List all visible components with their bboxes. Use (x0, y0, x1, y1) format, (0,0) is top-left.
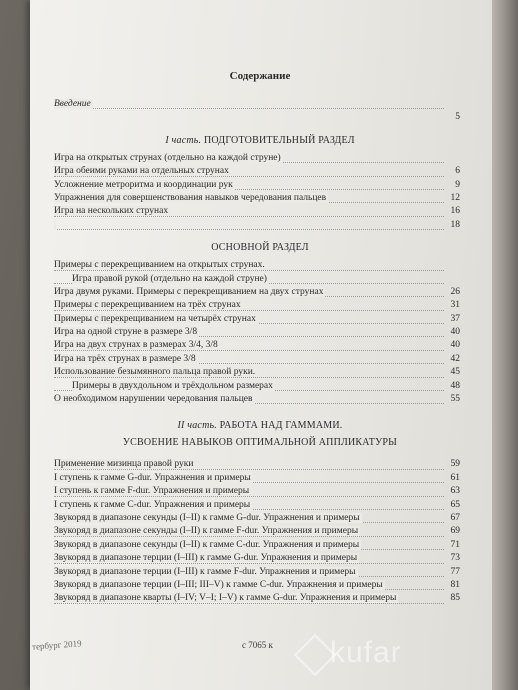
toc-entry (54, 313, 466, 326)
page-title: Содержание (229, 70, 291, 82)
toc-entry-page: 40 (450, 327, 460, 338)
page-edge (492, 0, 518, 690)
toc-entry-text: Звукоряд в диапазоне секунды (I–II) к гамме F-dur. Упражнения и примеры (54, 526, 359, 537)
toc-entry-page: 40 (450, 340, 460, 351)
toc-entry (54, 499, 466, 512)
toc-entry-page: 18 (450, 219, 460, 230)
toc-entry (54, 179, 466, 192)
toc-entry (54, 326, 466, 339)
toc-entry (54, 353, 466, 366)
toc-entry (54, 219, 466, 232)
toc-entry (54, 566, 466, 579)
toc-entry-text: Игра на открытых струнах (отдельно на каждой струне) (54, 152, 281, 163)
toc-entry-page: 63 (450, 486, 460, 497)
toc-entry-text: I ступень к гамме C-dur. Упражнения и примеры (54, 499, 251, 510)
toc-entry-page: 65 (450, 499, 460, 510)
toc-entry-page: 42 (450, 353, 460, 364)
toc-entry-text: Игра правой рукой (отдельно на каждой струне) (72, 273, 267, 284)
toc-entry-page: 31 (450, 300, 460, 311)
toc-entry-page: 59 (450, 459, 460, 470)
toc-entry-text: Усложнение метроритма и координации рук (54, 179, 233, 190)
watermark-text: kufar (330, 636, 402, 669)
toc-list-part2 (54, 458, 466, 605)
toc-entry-page: 55 (450, 394, 460, 405)
toc-entry-page: 45 (450, 367, 460, 378)
toc-entry-text: Игра на двух струнах в размерах 3/4, 3/8 (54, 340, 218, 351)
toc-entry-text: Звукоряд в диапазоне терции (I–III) к гамме G-dur. Упражнения и примеры (54, 553, 358, 564)
footer-city-year: тербург 2019 (31, 638, 82, 652)
toc-entry-intro-page: 5 (455, 112, 460, 123)
toc-entry-page: 6 (455, 166, 460, 177)
toc-entry-text: Звукоряд в диапазоне секунды (I–II) к гамме G-dur. Упражнения и примеры (54, 512, 360, 523)
toc-entry (54, 380, 466, 393)
toc-entry-text: Примеры с перекрещиванием на четырёх струнах (54, 313, 256, 324)
toc-entry (54, 579, 466, 592)
toc-entry (54, 286, 466, 299)
toc-entry (54, 552, 466, 565)
toc-entry-page: 48 (450, 380, 460, 391)
toc-entry-page: 69 (450, 526, 460, 537)
toc-entry-text: Игра обеими руками на отдельных струнах (54, 166, 229, 177)
toc-entry-text: Использование безымянного пальца правой руки. (54, 367, 256, 378)
toc-entry-text: Звукоряд в диапазоне кварты (I–IV; V–I; I–V) к гамме G-dur. Упражнения и примеры (54, 593, 397, 604)
toc-entry-text: I ступень к гамме F-dur. Упражнения и примеры (54, 486, 250, 497)
toc-entry-page: 61 (450, 472, 460, 483)
toc-entry-text: О необходимом нарушении чередования пальцев (54, 394, 253, 405)
toc-entry-page: 37 (450, 313, 460, 324)
toc-entry (54, 512, 466, 525)
toc-entry-page: 73 (450, 553, 460, 564)
toc-entry-text: Примеры с перекрещиванием на открытых струнах. (54, 260, 265, 271)
toc-entry-page: 81 (450, 579, 460, 590)
toc-entry (54, 539, 466, 552)
section-heading-part1: I часть. ПОДГОТОВИТЕЛЬНЫЙ РАЗДЕЛ (165, 134, 355, 146)
toc-entry-text: Применение мизинца правой руки (54, 459, 194, 470)
toc-entry-page: 9 (455, 179, 460, 190)
toc-entry (54, 259, 466, 272)
toc-entry-text: Звукоряд в диапазоне терции (I–III) к гамме F-dur. Упражнения и примеры (54, 566, 356, 577)
toc-entry-text: Игра на нескольких струнах (54, 206, 169, 217)
toc-list-main (54, 259, 466, 406)
toc-entry-text: Игра на трёх струнах в размере 3/8 (54, 353, 196, 364)
toc-entry (54, 205, 466, 218)
toc-entry-text: Примеры в двухдольном и трёхдольном размерах (72, 380, 273, 391)
toc-entry-text: I ступень к гамме G-dur. Упражнения и примеры (54, 472, 251, 483)
section-heading-part2-sub: УСВОЕНИЕ НАВЫКОВ ОПТИМАЛЬНОЙ АППЛИКАТУРЫ (122, 437, 398, 449)
toc-entry-text: Игра на одной струне в размере 3/8 (54, 327, 198, 338)
toc-entry-page: 85 (450, 593, 460, 604)
toc-entry (54, 458, 466, 471)
toc-entry-text: Звукоряд в диапазоне секунды (I–II) к гамме C-dur. Упражнения и примеры (54, 539, 360, 550)
toc-entry (54, 592, 466, 605)
toc-entry (54, 192, 466, 205)
toc-entry (54, 165, 466, 178)
toc-entry-intro: Введение (54, 98, 466, 111)
toc-list-part1 (54, 152, 466, 232)
toc-entry-page: 71 (450, 539, 460, 550)
toc-entry (54, 152, 466, 165)
toc-entry (54, 366, 466, 379)
section-heading-main: ОСНОВНОЙ РАЗДЕЛ (211, 242, 309, 254)
toc-entry (54, 273, 466, 286)
toc-entry-page: 67 (450, 512, 460, 523)
toc (54, 62, 466, 606)
toc-entry (54, 472, 466, 485)
toc-entry-text: Упражнения для совершенствования навыков чередования пальцев (54, 192, 327, 203)
toc-entry-text: Примеры с перекрещиванием на трёх струнах (54, 300, 241, 311)
toc-entry (54, 485, 466, 498)
toc-entry (54, 299, 466, 312)
toc-entry (54, 393, 466, 406)
toc-entry (54, 525, 466, 538)
toc-entry-text: Игра двумя руками. Примеры с перекрещиванием на двух струнах (54, 286, 324, 297)
toc-entry (54, 339, 466, 352)
toc-entry-page: 77 (450, 566, 460, 577)
toc-entry-text (54, 220, 56, 230)
toc-entry-text: Звукоряд в диапазоне терции (I–III; III–V) к гамме C-dur. Упражнения и примеры (54, 579, 383, 590)
toc-entry-page: 16 (450, 206, 460, 217)
toc-entry-page: 12 (450, 192, 460, 203)
footer-order: с 7065 к (242, 640, 273, 650)
section-heading-part2: II часть. РАБОТА НАД ГАММАМИ. (177, 420, 343, 432)
toc-entry-page: 26 (450, 286, 460, 297)
